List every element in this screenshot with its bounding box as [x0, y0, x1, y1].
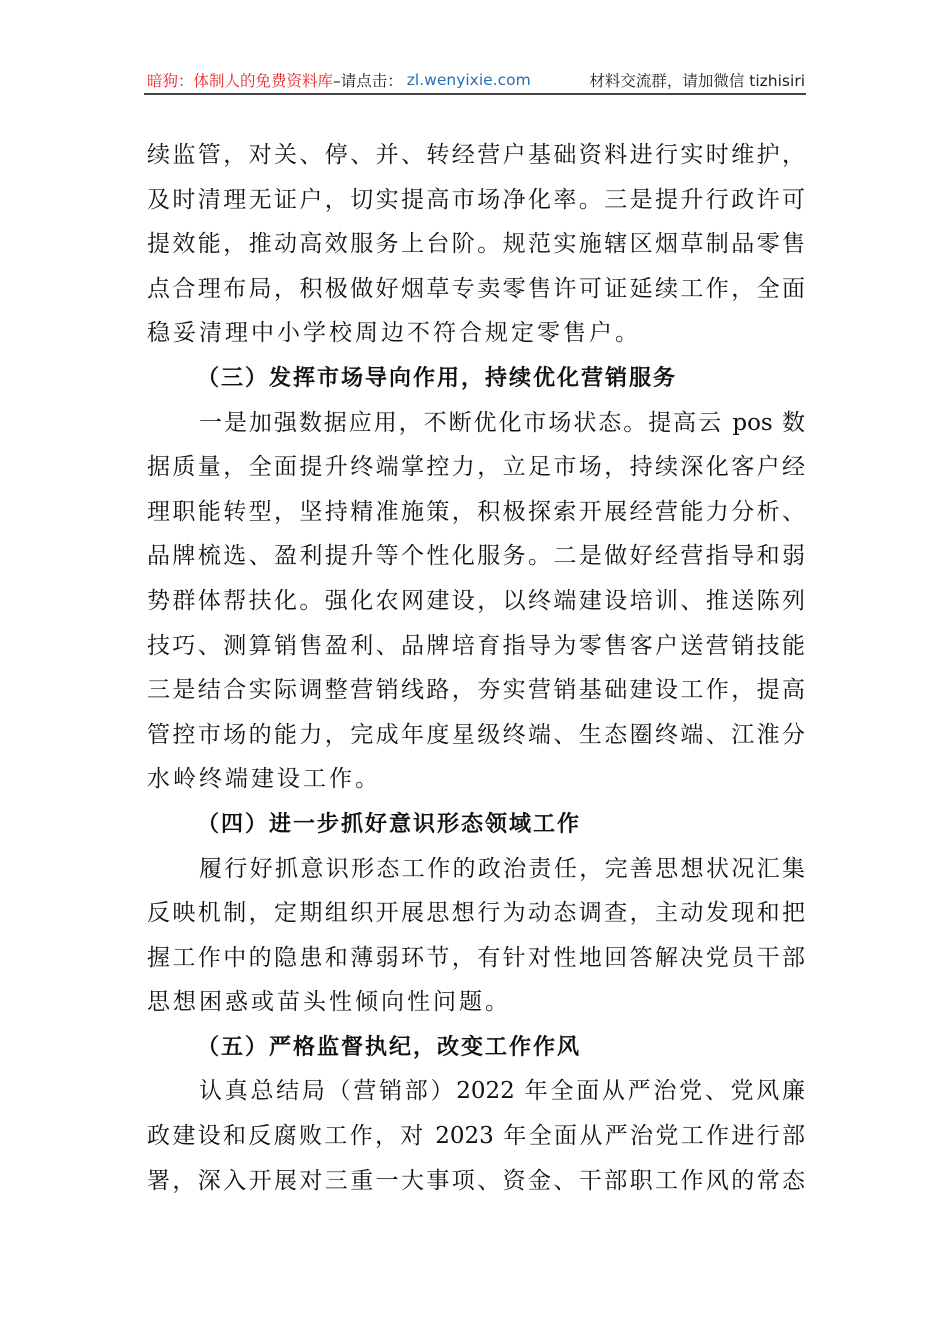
paragraph-line: 提效能，推动高效服务上台阶。规范实施辖区烟草制品零售: [147, 231, 805, 258]
paragraph-line: 技巧、测算销售盈利、品牌培育指导为零售客户送营销技能: [147, 632, 805, 659]
header-divider: [144, 93, 806, 95]
paragraph-line: 及时清理无证户，切实提高市场净化率。三是提升行政许可: [147, 186, 805, 213]
paragraph-line: 反映机制，定期组织开展思想行为动态调查，主动发现和把: [147, 900, 805, 927]
paragraph-line: 品牌梳选、盈利提升等个性化服务。二是做好经营指导和弱: [147, 543, 805, 570]
paragraph-line: 理职能转型，坚持精准施策，积极探索开展经营能力分析、: [147, 498, 805, 525]
paragraph-line: 点合理布局，积极做好烟草专卖零售许可证延续工作，全面: [147, 275, 805, 302]
paragraph-line: 署，深入开展对三重一大事项、资金、干部职工作风的常态: [147, 1167, 805, 1194]
paragraph-line: 稳妥清理中小学校周边不符合规定零售户。: [147, 320, 641, 347]
header-wechat-note: 材料交流群，请加微信 tizhisiri: [589, 72, 805, 90]
paragraph-line: 水岭终端建设工作。: [147, 766, 381, 793]
paragraph-line: 势群体帮扶化。强化农网建设，以终端建设培训、推送陈列: [147, 587, 805, 614]
section-heading: （三）发挥市场导向作用，持续优化营销服务: [197, 364, 678, 391]
paragraph-line: 一是加强数据应用，不断优化市场状态。提高云 pos 数: [199, 409, 805, 436]
paragraph-line: 握工作中的隐患和薄弱环节，有针对性地回答解决党员干部: [147, 944, 805, 971]
paragraph-line: 续监管，对关、停、并、转经营户基础资料进行实时维护，: [147, 142, 805, 168]
page-header: [147, 68, 805, 92]
paragraph-line: 三是结合实际调整营销线路，夯实营销基础建设工作，提高: [147, 677, 805, 704]
paragraph-line: 履行好抓意识形态工作的政治责任，完善思想状况汇集: [199, 855, 805, 882]
paragraph-line: 认真总结局（营销部）2022 年全面从严治党、党风廉: [199, 1078, 805, 1105]
section-heading: （五）严格监督执纪，改变工作作风: [197, 1033, 582, 1060]
header-site-name: 暗狗：体制人的免费资料库: [147, 72, 334, 90]
paragraph-line: 思想困惑或苗头性倾向性问题。: [147, 989, 511, 1016]
header-prompt: –请点击：: [333, 72, 403, 90]
paragraph-line: 管控市场的能力，完成年度星级终端、生态圈终端、江淮分: [147, 721, 805, 748]
paragraph-line: 政建设和反腐败工作，对 2023 年全面从严治党工作进行部: [147, 1123, 805, 1150]
document-body: [147, 133, 805, 1203]
paragraph-line: 据质量，全面提升终端掌控力，立足市场，持续深化客户经: [147, 454, 805, 481]
section-heading: （四）进一步抓好意识形态领域工作: [197, 810, 582, 837]
header-link[interactable]: zl.wenyixie.com: [406, 71, 531, 89]
